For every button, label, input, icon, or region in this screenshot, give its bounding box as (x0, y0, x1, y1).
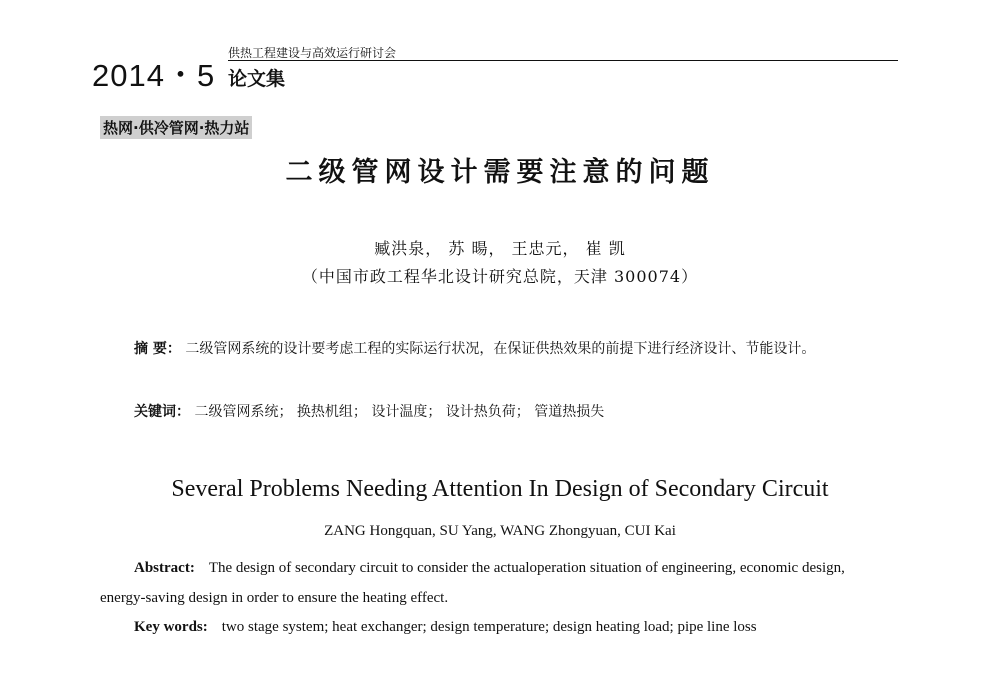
paper-title-en: Several Problems Needing Attention In Design of Secondary Circuit (171, 476, 829, 502)
paper-title-zh: 二级管网设计需要注意的问题 (285, 157, 715, 188)
keywords-label-zh: 关键词： (134, 404, 190, 420)
abstract-text-zh: 二级管网系统的设计要考虑工程的实际运行状况，在保证供热效果的前提下进行经济设计、节能设计。 (185, 341, 816, 357)
abstract-text-en: The design of secondary circuit to consider the actualoperation situation of engineering, economic design, energy-saving design in order to ensure the heating effect. (100, 560, 845, 606)
keywords-text-zh: 二级管网系统； 换热机组； 设计温度； 设计热负荷； 管道热损失 (194, 404, 605, 420)
affiliation-zh: （中国市政工程华北设计研究总院，天津 300074） (301, 267, 699, 286)
header-rule (228, 60, 898, 61)
keywords-en (134, 619, 757, 636)
abstract-zh (100, 336, 900, 363)
conference-name: 供热工程建设与高效运行研讨会 (228, 46, 397, 60)
keywords-zh (134, 399, 604, 426)
keywords-text-en: two stage system; heat exchanger; design temperature; design heating load; pipe line loss (221, 619, 757, 635)
abstract-label-en: Abstract: (134, 560, 195, 576)
issue-number: 2014・5 (92, 58, 216, 93)
abstract-label-zh: 摘 要： (134, 341, 181, 357)
authors-en: ZANG Hongquan, SU Yang, WANG Zhongyuan, CUI Kai (324, 523, 676, 539)
authors-zh: 臧洪泉， 苏 暘， 王忠元， 崔 凯 (374, 239, 626, 258)
abstract-en (100, 553, 890, 613)
section-tag: 热网·供冷管网·热力站 (100, 116, 252, 139)
collection-title: 论文集 (228, 68, 286, 90)
keywords-label-en: Key words: (134, 619, 208, 635)
